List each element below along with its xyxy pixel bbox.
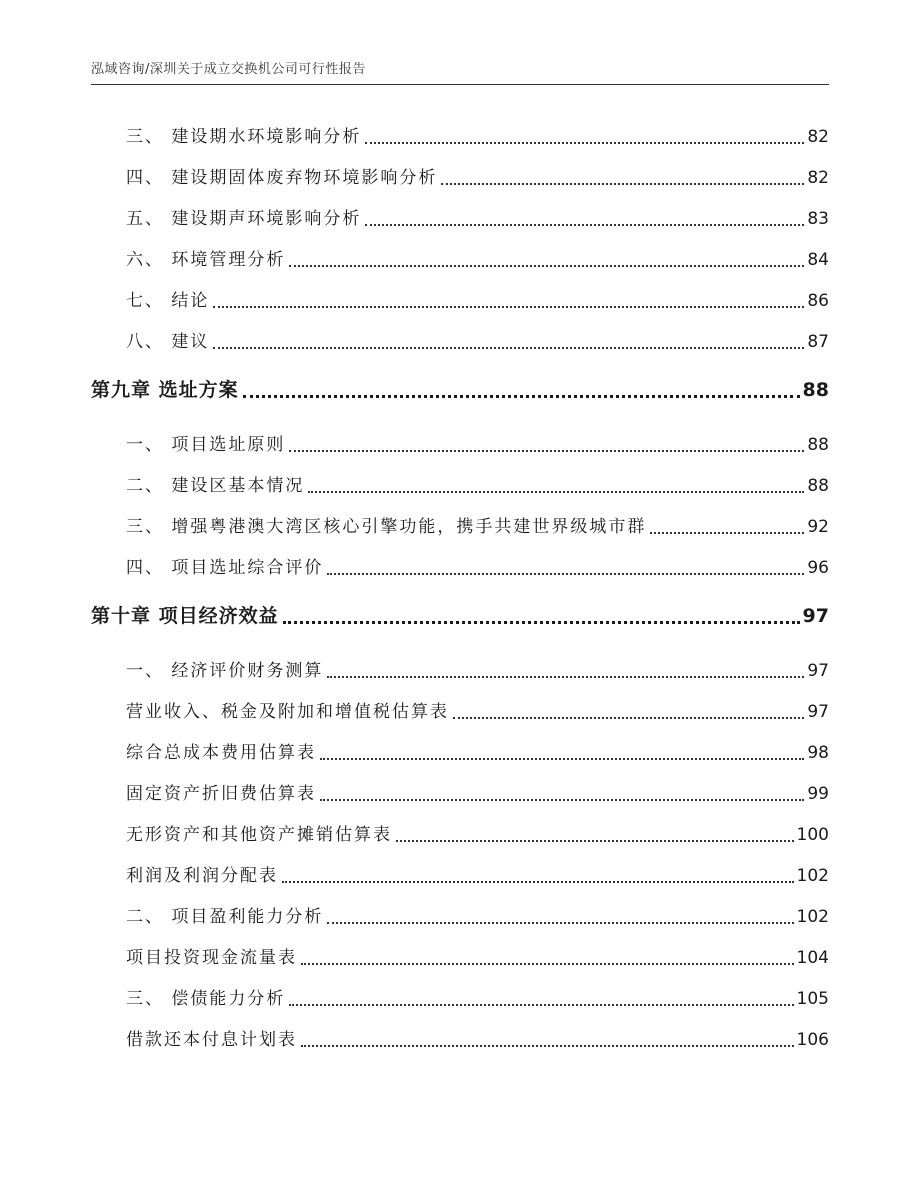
toc-entry-page: 86 [807, 291, 829, 311]
toc-entry-label: 四、 建设期固体废弃物环境影响分析 [126, 168, 438, 188]
dot-leader [327, 922, 793, 924]
toc-entry-page: 88 [807, 476, 829, 496]
dot-leader [441, 183, 804, 185]
dot-leader [396, 840, 794, 842]
toc-entry[interactable] [126, 204, 829, 232]
toc-entry[interactable] [126, 656, 829, 684]
dot-leader [283, 621, 800, 624]
toc-entry-label: 四、 项目选址综合评价 [126, 558, 324, 578]
toc-entry-label: 二、 建设区基本情况 [126, 476, 305, 496]
toc-entry[interactable] [126, 943, 829, 971]
toc-entry[interactable] [126, 327, 829, 355]
toc-chapter-label: 第九章 选址方案 [91, 379, 239, 401]
toc-entry-label: 八、 建议 [126, 332, 210, 352]
toc-entry[interactable] [126, 286, 829, 314]
toc-entry-page: 92 [807, 517, 829, 537]
dot-leader [301, 1045, 794, 1047]
toc-chapter-entry[interactable] [91, 601, 829, 631]
toc-entry-label: 三、 偿债能力分析 [126, 989, 286, 1009]
toc-entry-label: 七、 结论 [126, 291, 210, 311]
dot-leader [365, 224, 804, 226]
dot-leader [213, 347, 804, 349]
dot-leader [213, 306, 804, 308]
toc-entry-page: 98 [807, 743, 829, 763]
dot-leader [327, 676, 804, 678]
dot-leader [327, 573, 804, 575]
toc-entry[interactable] [126, 245, 829, 273]
toc-entry[interactable] [126, 902, 829, 930]
dot-leader [320, 799, 804, 801]
toc-entry-label: 无形资产和其他资产摊销估算表 [126, 825, 392, 845]
toc-entry-page: 100 [796, 825, 829, 845]
dot-leader [320, 758, 804, 760]
toc-entry-label: 三、 增强粤港澳大湾区核心引擎功能，携手共建世界级城市群 [126, 517, 647, 537]
toc-entry-label: 固定资产折旧费估算表 [126, 784, 316, 804]
dot-leader [289, 1004, 793, 1006]
toc-entry-label: 借款还本付息计划表 [126, 1030, 297, 1050]
dot-leader [308, 491, 804, 493]
toc-entry[interactable] [126, 512, 829, 540]
toc-entry[interactable] [126, 122, 829, 150]
toc-entry[interactable] [126, 738, 829, 766]
toc-entry[interactable] [126, 471, 829, 499]
toc-chapter-page: 88 [802, 379, 829, 401]
toc-entry-page: 105 [796, 989, 829, 1009]
toc-entry-page: 102 [796, 866, 829, 886]
dot-leader [650, 532, 804, 534]
dot-leader [289, 450, 804, 452]
dot-leader [282, 881, 794, 883]
toc-entry-page: 84 [807, 250, 829, 270]
toc-entry-page: 97 [807, 661, 829, 681]
toc-entry-label: 一、 项目选址原则 [126, 435, 286, 455]
toc-entry[interactable] [126, 553, 829, 581]
toc-chapter-page: 97 [802, 605, 829, 627]
toc-entry-page: 96 [807, 558, 829, 578]
toc-entry[interactable] [126, 1025, 829, 1053]
toc-entry-page: 102 [796, 907, 829, 927]
dot-leader [301, 963, 794, 965]
toc-chapter-label: 第十章 项目经济效益 [91, 605, 279, 627]
toc-entry-label: 营业收入、税金及附加和增值税估算表 [126, 702, 449, 722]
dot-leader [243, 395, 800, 398]
toc-entry-label: 综合总成本费用估算表 [126, 743, 316, 763]
toc-entry-label: 六、 环境管理分析 [126, 250, 286, 270]
toc-entry-label: 利润及利润分配表 [126, 866, 278, 886]
dot-leader [453, 717, 804, 719]
toc-entry[interactable] [126, 430, 829, 458]
toc-entry-page: 87 [807, 332, 829, 352]
toc-entry[interactable] [126, 163, 829, 191]
toc-entry-page: 97 [807, 702, 829, 722]
toc-entry-label: 二、 项目盈利能力分析 [126, 907, 324, 927]
dot-leader [365, 142, 804, 144]
dot-leader [289, 265, 804, 267]
toc-chapter-entry[interactable] [91, 375, 829, 405]
page-header [91, 60, 829, 85]
toc-entry-label: 项目投资现金流量表 [126, 948, 297, 968]
toc-entry-page: 104 [796, 948, 829, 968]
toc-entry-label: 五、 建设期声环境影响分析 [126, 209, 362, 229]
toc-entry-page: 106 [796, 1030, 829, 1050]
toc-entry[interactable] [126, 779, 829, 807]
toc-entry-label: 一、 经济评价财务测算 [126, 661, 324, 681]
toc-entry-page: 83 [807, 209, 829, 229]
toc-entry[interactable] [126, 697, 829, 725]
toc-entry[interactable] [126, 861, 829, 889]
toc-entry[interactable] [126, 984, 829, 1012]
toc-entry-page: 82 [807, 127, 829, 147]
toc-entry-page: 82 [807, 168, 829, 188]
toc-entry-label: 三、 建设期水环境影响分析 [126, 127, 362, 147]
header-text: 泓域咨询/深圳关于成立交换机公司可行性报告 [91, 62, 366, 77]
toc-entry-page: 99 [807, 784, 829, 804]
toc-entry-page: 88 [807, 435, 829, 455]
toc-entry[interactable] [126, 820, 829, 848]
